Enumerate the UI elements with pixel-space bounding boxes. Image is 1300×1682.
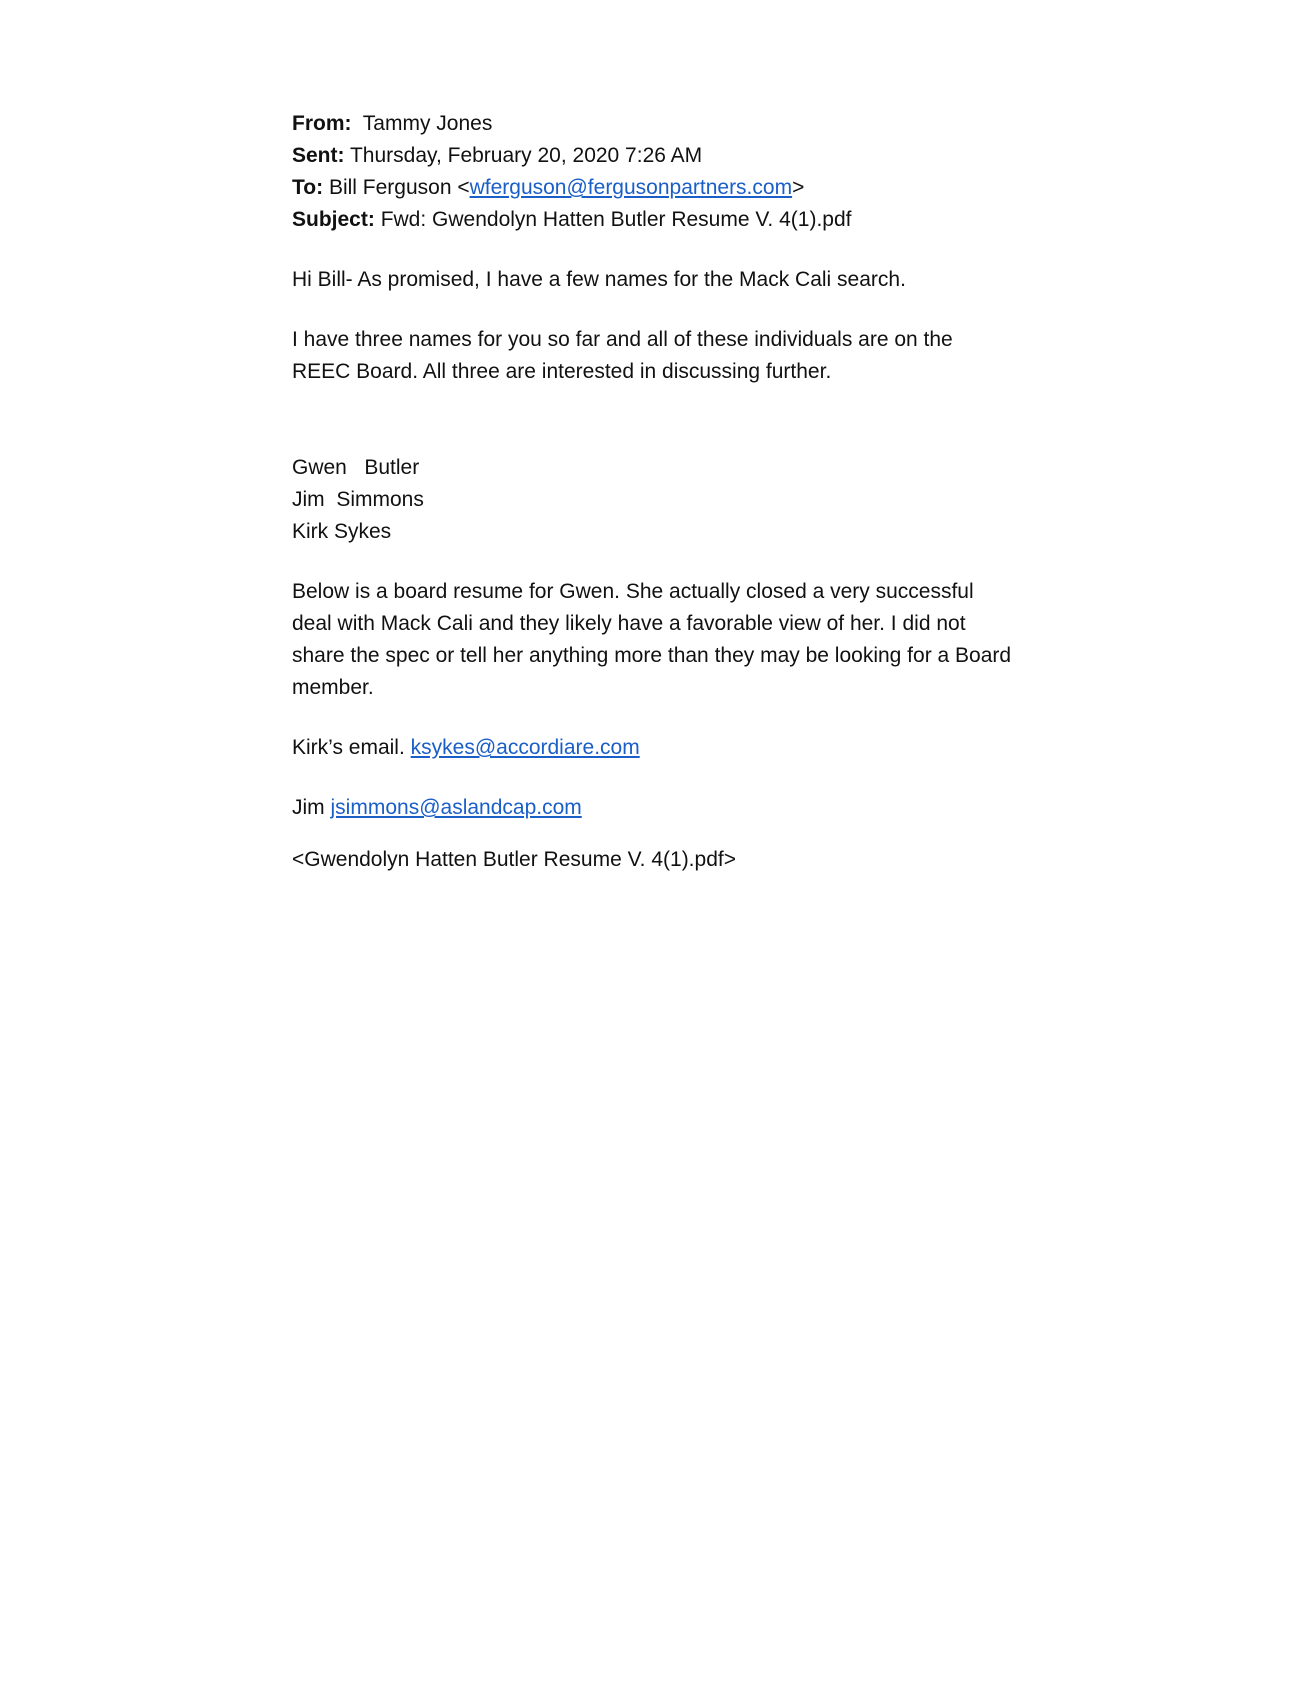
candidate-name: Gwen Butler [292, 456, 420, 479]
from-label: From: [292, 112, 352, 135]
kirk-email-link[interactable]: ksykes@accordiare.com [410, 736, 640, 759]
subject-value: Fwd: Gwendolyn Hatten Butler Resume V. 4(1).pdf [380, 208, 852, 231]
jim-email-line [292, 792, 1012, 824]
kirk-email-label: Kirk’s email. [292, 736, 405, 759]
sent-line [292, 140, 1012, 172]
resume-note-paragraph: Below is a board resume for Gwen. She actually closed a very successful deal with Mack Cali and they likely have a favorable view of her. I did not share the spec or tell her anything more than they may be looking for a Board member. [292, 580, 1012, 699]
candidate-name: Jim Simmons [292, 488, 424, 511]
subject-line [292, 204, 1012, 236]
jim-email-link[interactable]: jsimmons@aslandcap.com [330, 796, 582, 819]
to-name: Bill Ferguson < [328, 176, 470, 199]
subject-label: Subject: [292, 208, 375, 231]
greeting-paragraph: Hi Bill- As promised, I have a few names for the Mack Cali search. [292, 268, 906, 291]
jim-email-label: Jim [292, 796, 325, 819]
to-email-link[interactable]: wferguson@fergusonpartners.com [469, 176, 793, 199]
email-message [292, 108, 1012, 876]
from-value: Tammy Jones [362, 112, 493, 135]
intro-paragraph: I have three names for you so far and all of these individuals are on the REEC Board. All three are interested in discussing further. [292, 328, 953, 383]
sent-label: Sent: [292, 144, 345, 167]
to-line [292, 172, 1012, 204]
from-line [292, 108, 1012, 140]
attachment-line[interactable]: <Gwendolyn Hatten Butler Resume V. 4(1).pdf> [292, 848, 736, 871]
to-label: To: [292, 176, 324, 199]
to-close: > [792, 176, 805, 199]
kirk-email-line [292, 732, 1012, 764]
candidate-name: Kirk Sykes [292, 520, 392, 543]
sent-value: Thursday, February 20, 2020 7:26 AM [349, 144, 703, 167]
